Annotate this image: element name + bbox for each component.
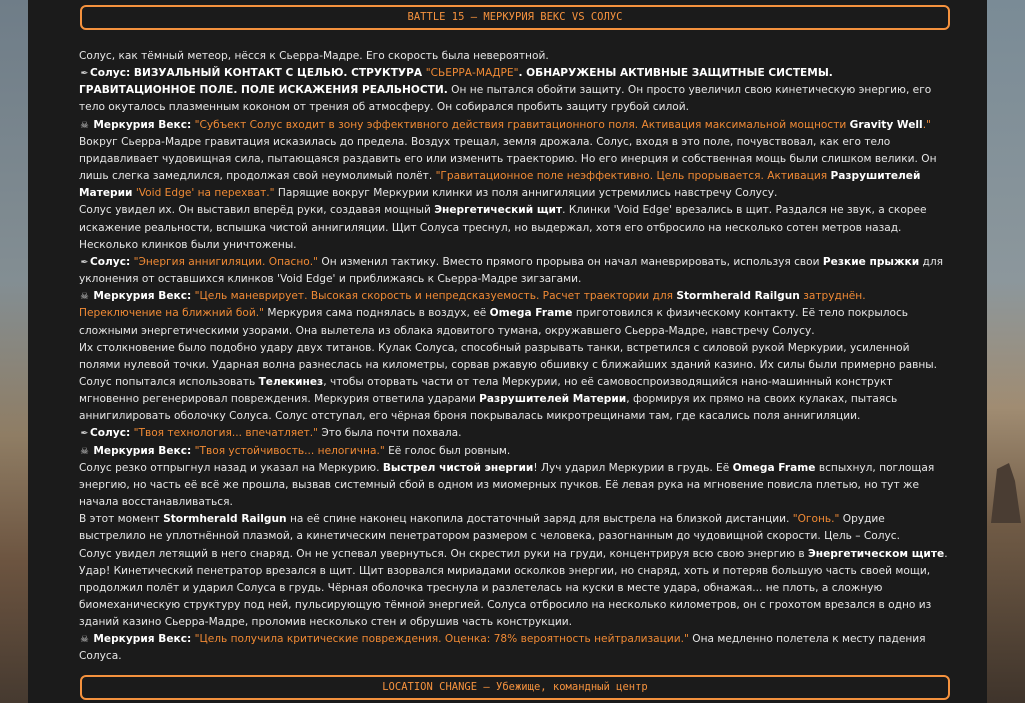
dialogue-solus [79,425,949,442]
speech-quote: затруднён. Переключение на ближний бой." [79,290,866,320]
speaker-vex: Меркурия Векс: [93,633,192,646]
speech-quote: "Цель получила критические повреждения. Оценка: 78% вероятность нейтрализации." [194,633,689,646]
narration-text: Солус резко отпрыгнул назад и указал на Меркурию. [79,461,383,474]
speaker-solus: Солус: [90,255,131,268]
battle-banner: BATTLE 15 – МЕРКУРИЯ ВЕКС VS СОЛУС [80,5,950,30]
narration-text: Солус увидел их. Он выставил вперёд руки, создавая мощный [79,204,435,217]
dialogue-vex [79,443,949,460]
narration-text: вспыхнул, поглощая энергию, но часть её всё же прошла, вызвав системный сбой в одном из миомерных пучков. Её левая рука на мгновение повисла плетью, но тут же начала восстанавливаться. [79,461,935,509]
narration-text: . Клинки 'Void Edge' врезались в щит. Раздался не звук, а скорее искажение реальности, вспышка чистой аннигиляции. Щит Солуса треснул, но выдержал, хотя его отбросило на несколько сотен метров назад. Несколько клинков были уничтожены. [79,204,927,251]
narration-text: Он изменил тактику. Вместо прямого прорыва он начал маневрировать, используя свои [318,255,823,268]
keyword: Телекинез [258,375,324,388]
narration-text: ! Луч ударил Меркурии в грудь. Её [533,461,733,474]
keyword: Gravity Well [849,118,923,131]
narration [79,546,949,632]
keyword: Выстрел чистой энергии [382,461,534,474]
narration-text: Её голос был ровным. [384,444,511,457]
speech-quote: "Твоя устойчивость... нелогична." [194,444,385,457]
feather-icon: ✒ [80,256,89,268]
skull-icon: ☠ [80,119,89,131]
narration-text: Он не пытался обойти защиту. Он просто увеличил свою кинетическую энергию, его тело окуталось плазменным коконом от трения об атмосферу. Он собирался пробить защиту грубой силой. [79,84,932,114]
narration-text: Она медленно полетела к месту падения Солуса. [79,633,926,663]
background-left [0,0,28,703]
narration [79,134,949,203]
narration-text: Солус, как тёмный метеор, нёсся к Сьерра-Мадре. Его скорость была невероятной. [79,50,549,62]
feather-icon: ✒ [80,68,89,80]
narration [79,202,949,253]
background-rock [991,463,1021,523]
narration [79,340,949,426]
narration-text: приготовился к физическому контакту. Её тело покрылось сложными энергетическими узорами. Она вылетела из облака ядовитого тумана, окружавшего Сьерра-Мадре, навстречу Солусу. [79,307,909,337]
speaker-vex: Меркурия Векс: [93,290,192,303]
dialogue-vex [79,117,949,134]
story-panel [28,0,987,703]
speaker-solus: Солус: [90,427,131,440]
narration-text: на её спине наконец накопила достаточный заряд для выстрела на близкой дистанции. [286,513,793,526]
skull-icon: ☠ [80,445,89,457]
feather-icon: ✒ [80,428,89,440]
keyword: Разрушителей Материи [479,393,627,406]
keyword: Omega Frame [489,307,573,320]
narration-text: Меркурия сама поднялась в воздух, её [264,307,490,320]
skull-icon: ☠ [80,291,89,303]
location-banner: LOCATION CHANGE – Убежище, командный центр [80,675,950,700]
narration [79,460,949,511]
keyword: Энергетический щит [434,204,563,217]
speech-quote: "Цель маневрирует. Высокая скорость и непредсказуемость. Расчет траектории для [194,290,677,303]
speech-quote: "СЬЕРРА-МАДРЕ" [425,67,519,80]
background-right [987,0,1025,703]
keyword: Stormherald Railgun [163,513,287,526]
narration [79,48,949,65]
speaker-vex: Меркурия Векс: [93,118,192,131]
speaker-vex: Меркурия Векс: [93,444,192,457]
speech-text: . ОБНАРУЖЕНЫ АКТИВНЫЕ ЗАЩИТНЫЕ СИСТЕМЫ. ГРАВИТАЦИОННОЕ ПОЛЕ. ПОЛЕ ИСКАЖЕНИЯ РЕАЛЬНОСТИ. [79,67,833,97]
keyword: Omega Frame [732,461,816,474]
speech-quote: 'Void Edge' на перехват." [132,187,275,200]
narration [79,511,949,545]
narration-text: Это была почти похвала. [318,427,462,440]
narration-text: , формируя их прямо на своих кулаках, пытаясь аннигилировать оболочку Солуса. Солус отступал, его чёрная броня покрывалась микротрещинами там, где касались поля аннигиляции. [79,393,898,423]
narration-text: для уклонения от оставшихся клинков 'Void Edge' и приближаясь к Сьерра-Мадре зигзагами. [79,255,943,286]
narration-text: Орудие выстрелило не уплотнённой плазмой, а кинетическим пенетратором размером с человека, разогнанным до чудовищной скорости. Цель – Солус. [79,513,901,543]
speech-text: ВИЗУАЛЬНЫЙ КОНТАКТ С ЦЕЛЬЮ. СТРУКТУРА [130,67,426,80]
dialogue-solus [79,65,949,116]
dialogue-vex [79,288,949,339]
narration-text: Солус увидел летящий в него снаряд. Он не успевал увернуться. Он скрестил руки на груди, концентрируя всю свою энергию в [79,547,809,560]
speech-quote: "Энергия аннигиляции. Опасно." [133,255,319,268]
speech-quote: "Гравитационное поле неэффективно. Цель прорывается. Активация [435,170,831,183]
dialogue-solus [79,254,949,288]
skull-icon: ☠ [80,634,89,646]
narration-text: . Удар! Кинетический пенетратор врезался в щит. Щит взорвался мириадами осколков энергии, но снаряд, хоть и потеряв большую часть своей мощи, продолжил полёт и ударил Солуса в грудь. Чёрная оболочка треснула и разлетелась на куски в месте удара, обнажая... не плоть, а сложную биомеханическую структуру под ней, пульсирующую тёмной энергией. Солуса отбросило на несколько километров, он с грохотом врезался в одно из зданий казино Сьерра-Мадре, проломив несколько стен и обрушив часть конструкции. [79,547,948,629]
speaker-solus: Солус: [90,67,131,80]
dialogue-vex [79,631,949,665]
story-text [79,48,949,666]
speech-quote: "Огонь." [792,513,840,526]
narration-text: Парящие вокруг Меркурии клинки из поля аннигиляции устремились навстречу Солусу. [274,187,778,200]
narration-text: Их столкновение было подобно удару двух титанов. Кулак Солуса, способный разрывать танки, встретился с силовой рукой Меркурии, усиленной полями нулевой точки. Ударная волна разнеслась на километры, сорвав ржавую обшивку с ближайших зданий казино. Их силы были примерно равны. Солус попытался использовать [79,341,938,388]
keyword: Stormherald Railgun [676,290,800,303]
narration-text: , чтобы оторвать части от тела Меркурии, но её самовоспроизводящийся нано-машинный конструкт мгновенно регенерировал повреждения. Меркурия ответила ударами [79,375,893,406]
keyword: Разрушителей Материи [79,170,921,200]
speech-quote: "Твоя технология... впечатляет." [133,427,319,440]
narration-text: В этот момент [79,513,164,526]
keyword: Энергетическом щите [808,547,945,560]
speech-quote: ." [922,118,931,131]
keyword: Резкие прыжки [822,255,920,268]
speech-quote: "Субъект Солус входит в зону эффективного действия гравитационного поля. Активация максимальной мощности [194,118,850,131]
narration-text: Вокруг Сьерра-Мадре гравитация исказилась до предела. Воздух трещал, земля дрожала. Солус, входя в это поле, почувствовал, как его тело придавливает чудовищная сила, пытающаяся раздавить его или изменить траекторию. Но его инерция и собственная мощь были слишком велики. Он лишь слегка замедлился, продолжая свой неумолимый полёт. [79,135,937,183]
